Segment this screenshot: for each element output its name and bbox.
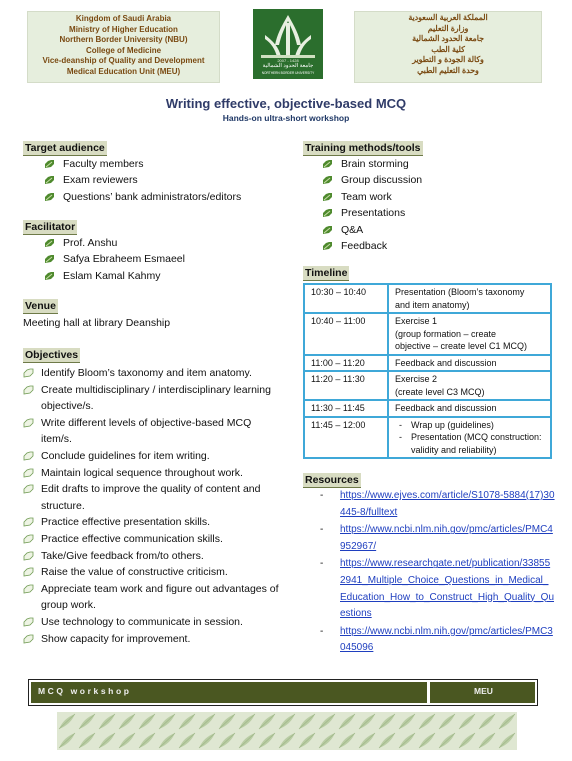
dash-bullet: - — [320, 524, 324, 536]
time-cell: 10:30 – 10:40 — [304, 284, 388, 313]
objective-item — [23, 514, 283, 531]
resource-item — [320, 522, 555, 555]
header-arabic-block — [354, 11, 542, 83]
table-row — [304, 371, 551, 400]
objective-text: Practice effective communication skills. — [41, 532, 223, 545]
activity-sublist — [395, 419, 546, 457]
time-cell: 11:20 – 11:30 — [304, 371, 388, 400]
resource-link[interactable]: https://www.researchgate.net/publication/338552941_Multiple_Choice_Questions_in_Medical_Education_How_to_Construct_High_Quality_Questions — [340, 558, 555, 620]
objective-text: Use technology to communicate in session. — [41, 615, 243, 628]
outline-leaf-bullet-icon — [23, 484, 34, 494]
outline-leaf-bullet-icon — [23, 517, 34, 527]
objectives-list — [23, 365, 283, 647]
timeline-heading: Timeline — [305, 267, 348, 279]
resource-item — [320, 556, 555, 622]
outline-leaf-bullet-icon — [23, 634, 34, 644]
outline-leaf-bullet-icon — [23, 468, 34, 478]
activity-cell — [388, 400, 551, 417]
list-item-text: Group discussion — [341, 174, 423, 187]
list-item-text: Presentations — [341, 207, 406, 220]
logo-arabic-name: جامعة الحدود الشمالية — [262, 63, 314, 69]
leaf-bullet-icon — [44, 271, 55, 281]
logo-year: 2007 - 1428 — [277, 58, 299, 63]
target-audience-heading: Target audience — [25, 142, 105, 154]
time-cell: 10:40 – 11:00 — [304, 313, 388, 355]
resource-item — [320, 624, 555, 657]
objective-item — [23, 614, 283, 631]
header-line: Kingdom of Saudi Arabia — [75, 14, 172, 23]
dash-bullet: - — [320, 558, 324, 570]
table-row — [304, 313, 551, 355]
outline-leaf-bullet-icon — [23, 534, 34, 544]
timeline-table — [303, 283, 552, 459]
leaf-bullet-icon — [44, 175, 55, 185]
university-logo — [253, 9, 323, 79]
activity-cell — [388, 417, 551, 459]
activity-line: and item anatomy) — [395, 299, 470, 310]
objective-text: Write different levels of objective-based MCQ item/s. — [41, 416, 252, 446]
objective-item — [23, 548, 283, 565]
footer-workshop-label: MCQ workshop — [31, 682, 427, 703]
resources-list — [320, 488, 555, 658]
list-item-text: Q&A — [341, 223, 364, 236]
activity-line: (group formation – create — [395, 328, 497, 339]
list-item — [322, 172, 422, 188]
table-row — [304, 284, 551, 313]
outline-leaf-bullet-icon — [23, 551, 34, 561]
outline-leaf-bullet-icon — [23, 418, 34, 428]
activity-line: Presentation (Bloom’s taxonomy — [395, 287, 525, 297]
header-line: Ministry of Higher Education — [69, 24, 178, 34]
outline-leaf-bullet-icon — [23, 385, 34, 395]
header-line-ar: وحدة التعليم الطبي — [417, 65, 479, 75]
activity-subitem: - Wrap up (guidelines) — [395, 419, 546, 432]
resource-item — [320, 488, 555, 521]
header-line: Medical Education Unit (MEU) — [66, 66, 181, 76]
activity-subitem: - Presentation (MCQ construction: validity and reliability) — [395, 431, 546, 456]
activity-cell — [388, 371, 551, 400]
header-line-ar: جامعة الحدود الشمالية — [412, 34, 484, 43]
list-item — [322, 189, 422, 205]
list-item — [322, 238, 422, 254]
venue-text: Meeting hall at library Deanship — [23, 317, 171, 329]
facilitator-heading: Facilitator — [25, 221, 76, 233]
activity-cell — [388, 313, 551, 355]
objective-item — [23, 564, 283, 581]
training-heading: Training methods/tools — [305, 142, 421, 154]
leaf-bullet-icon — [322, 208, 333, 218]
target-audience-list — [44, 156, 241, 205]
header-line-ar: المملكة العربية السعودية — [408, 13, 488, 22]
decorative-pattern — [57, 712, 517, 750]
objective-text: Show capacity for improvement. — [41, 632, 191, 645]
activity-line: Feedback and discussion — [395, 357, 497, 368]
activity-cell — [388, 355, 551, 372]
objective-item — [23, 531, 283, 548]
resource-link[interactable]: https://www.ejves.com/article/S1078-5884(17)30445-8/fulltext — [340, 490, 555, 518]
outline-leaf-bullet-icon — [23, 368, 34, 378]
time-cell: 11:00 – 11:20 — [304, 355, 388, 372]
facilitator-list — [44, 235, 185, 284]
outline-leaf-bullet-icon — [23, 584, 34, 594]
list-item-text: Brain storming — [341, 158, 409, 170]
outline-leaf-bullet-icon — [23, 617, 34, 627]
leaf-bullet-icon — [44, 159, 55, 169]
list-item — [322, 205, 422, 221]
header-line-ar: وكالة الجودة و التطوير — [412, 55, 484, 64]
list-item — [44, 268, 185, 284]
list-item — [322, 156, 422, 172]
footer-meu-label: MEU — [430, 682, 535, 703]
activity-cell — [388, 284, 551, 313]
time-cell: 11:45 – 12:00 — [304, 417, 388, 459]
header-line: Northern Border University (NBU) — [59, 35, 188, 45]
list-item-text: Safya Ebraheem Esmaeel — [63, 253, 185, 266]
activity-line: Feedback and discussion — [395, 403, 497, 413]
objective-text: Maintain logical sequence throughout work. — [41, 466, 243, 479]
list-item — [44, 172, 241, 188]
logo-english-name: NORTHERN BORDER UNIVERSITY — [261, 71, 315, 75]
leaf-bullet-icon — [322, 241, 333, 251]
objective-text: Appreciate team work and figure out advantages of group work. — [41, 582, 279, 612]
objective-text: Conclude guidelines for item writing. — [41, 449, 210, 462]
objective-text: Identify Bloom’s taxonomy and item anatomy. — [41, 367, 252, 379]
training-list — [322, 156, 422, 254]
leaf-bullet-icon — [44, 254, 55, 264]
activity-line: Exercise 2 — [395, 374, 438, 384]
objective-item — [23, 415, 283, 448]
venue-heading: Venue — [25, 300, 56, 312]
activity-line: Exercise 1 — [395, 316, 438, 326]
list-item — [44, 235, 185, 251]
footer-bar — [28, 679, 538, 706]
leaf-bullet-icon — [322, 192, 333, 202]
header-line-ar: كلية الطب — [431, 44, 465, 54]
objective-item — [23, 382, 283, 415]
resource-link[interactable]: https://www.ncbi.nlm.nih.gov/pmc/articles/PMC4952967/ — [340, 524, 553, 552]
leaf-bullet-icon — [44, 238, 55, 248]
pattern-art — [57, 712, 517, 750]
header-line: College of Medicine — [85, 45, 162, 55]
outline-leaf-bullet-icon — [23, 451, 34, 461]
dash-bullet: - — [320, 490, 324, 501]
list-item-text: Prof. Anshu — [63, 237, 118, 249]
list-item — [322, 222, 422, 238]
objectives-heading: Objectives — [25, 349, 79, 361]
activity-line: objective – create level C1 MCQ) — [395, 341, 528, 351]
objective-text: Create multidisciplinary / interdisciplinary learning objective/s. — [41, 383, 271, 413]
leaf-bullet-icon — [322, 159, 333, 169]
list-item-text: Eslam Kamal Kahmy — [63, 269, 161, 282]
dash-bullet: - — [320, 625, 324, 637]
table-row — [304, 417, 551, 459]
objective-item — [23, 581, 283, 614]
list-item-text: Team work — [341, 190, 392, 203]
objective-item — [23, 448, 283, 465]
list-item — [44, 189, 241, 205]
list-item-text: Faculty members — [63, 158, 144, 170]
outline-leaf-bullet-icon — [23, 567, 34, 577]
list-item-text: Exam reviewers — [63, 174, 138, 187]
objective-item — [23, 365, 283, 382]
list-item — [44, 251, 185, 267]
objective-item — [23, 481, 283, 514]
table-row — [304, 400, 551, 417]
objective-text: Edit drafts to improve the quality of content and structure. — [41, 483, 261, 512]
time-cell: 11:30 – 11:45 — [304, 400, 388, 417]
leaf-bullet-icon — [44, 192, 55, 202]
objective-item — [23, 465, 283, 482]
leaf-bullet-icon — [322, 175, 333, 185]
header-line-ar: وزارة التعليم — [427, 23, 469, 33]
activity-line: (create level C3 MCQ) — [395, 386, 485, 397]
table-row — [304, 355, 551, 372]
leaf-bullet-icon — [322, 225, 333, 235]
list-item — [44, 156, 241, 172]
objective-text: Practice effective presentation skills. — [41, 516, 211, 529]
resources-heading: Resources — [305, 474, 359, 486]
header-english-block — [27, 11, 220, 83]
objective-text: Take/Give feedback from/to others. — [41, 549, 204, 562]
resource-link[interactable]: https://www.ncbi.nlm.nih.gov/pmc/articles/PMC3045096 — [340, 625, 553, 654]
list-item-text: Feedback — [341, 240, 388, 253]
objective-text: Raise the value of constructive criticism. — [41, 566, 228, 579]
page-subtitle: Hands-on ultra-short workshop — [222, 113, 350, 123]
list-item-text: Questions’ bank administrators/editors — [63, 190, 242, 203]
objective-item — [23, 631, 283, 648]
header-line: Vice-deanship of Quality and Development — [42, 56, 205, 66]
page-title: Writing effective, objective-based MCQ — [165, 96, 407, 111]
